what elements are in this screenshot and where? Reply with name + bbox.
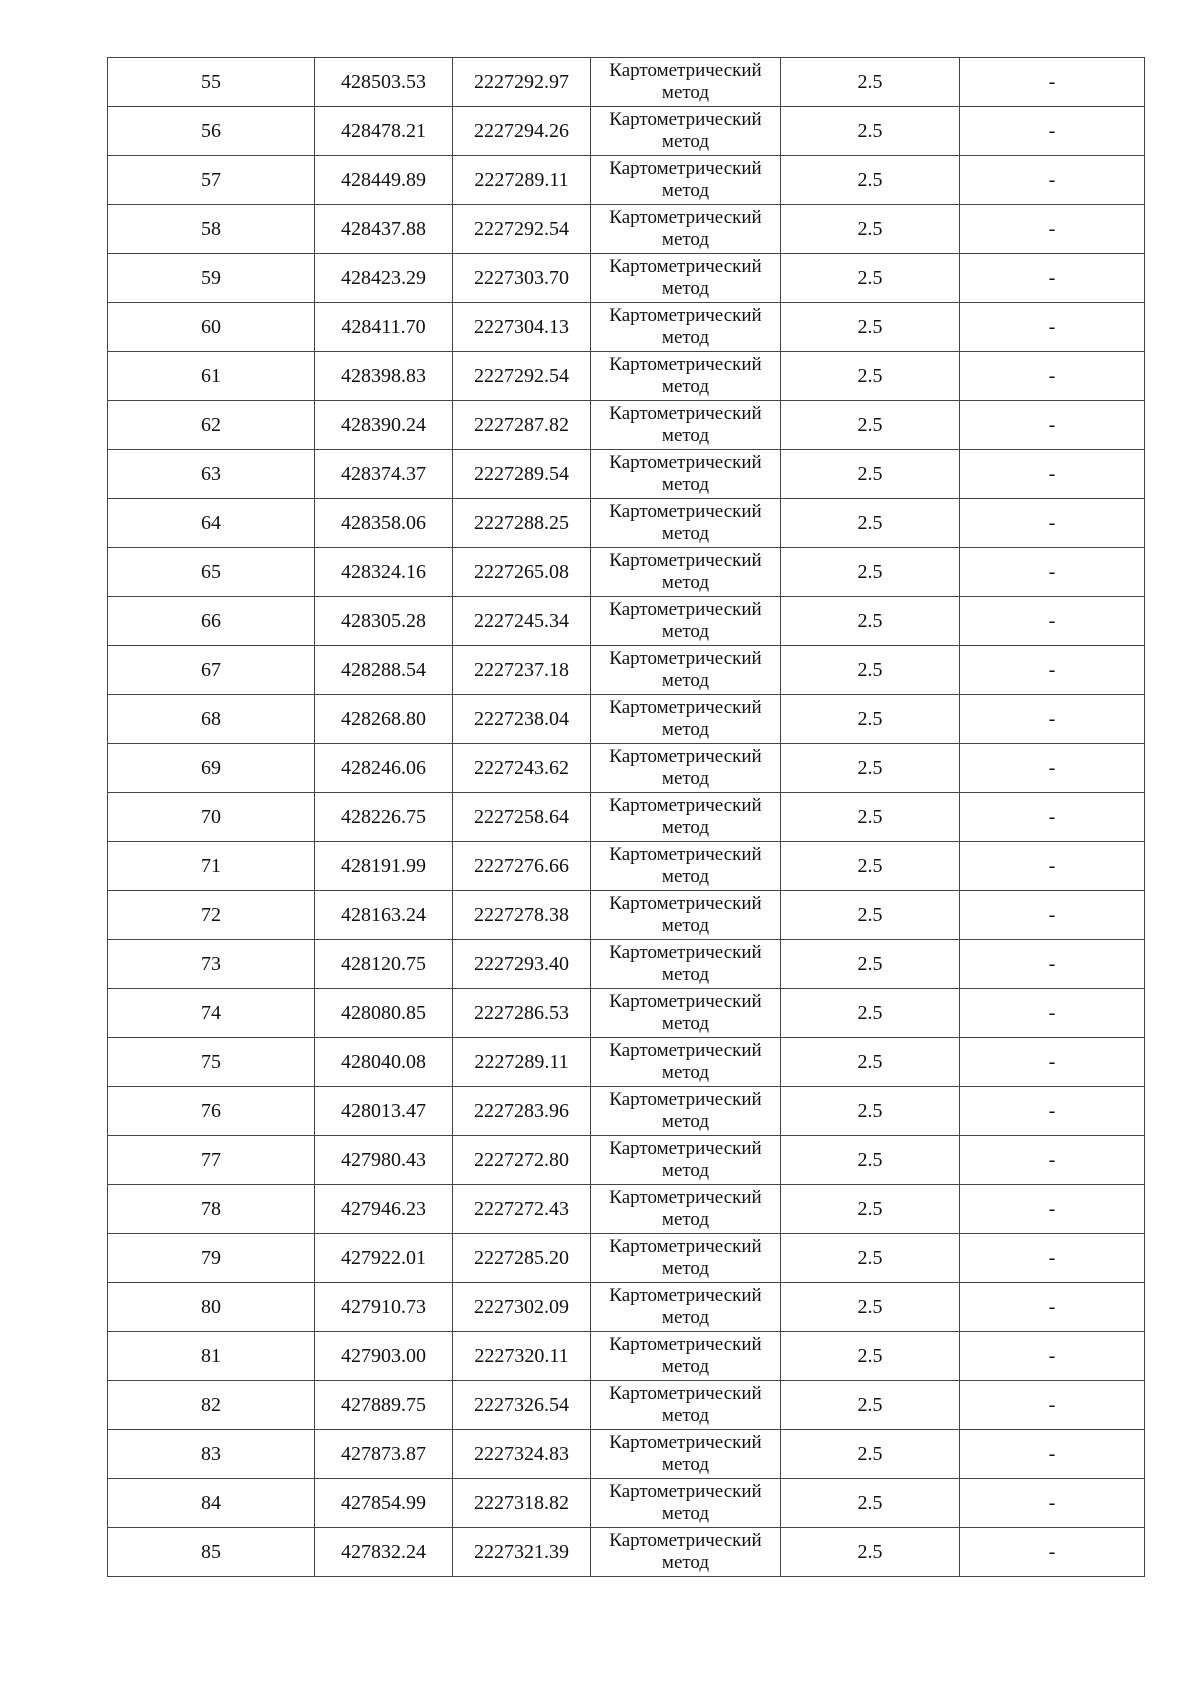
table-row bbox=[108, 107, 1145, 156]
method-text-line: метод bbox=[661, 376, 710, 397]
method-cell bbox=[591, 352, 781, 401]
method-cell bbox=[591, 1381, 781, 1430]
x-coordinate-cell: 428411.70 bbox=[315, 303, 453, 352]
y-coordinate-cell: 2227289.11 bbox=[453, 156, 591, 205]
method-cell bbox=[591, 793, 781, 842]
x-coordinate-cell: 428437.88 bbox=[315, 205, 453, 254]
point-number-cell: 63 bbox=[108, 450, 315, 499]
method-text-line: Картометрический bbox=[609, 893, 762, 914]
x-coordinate-cell: 427980.43 bbox=[315, 1136, 453, 1185]
y-coordinate-cell: 2227321.39 bbox=[453, 1528, 591, 1577]
point-number-cell: 58 bbox=[108, 205, 315, 254]
method-text-line: метод bbox=[661, 1062, 710, 1083]
table-row bbox=[108, 1136, 1145, 1185]
accuracy-cell: 2.5 bbox=[781, 1185, 960, 1234]
note-cell: - bbox=[960, 940, 1145, 989]
method-text-line: метод bbox=[661, 719, 710, 740]
point-number-cell: 65 bbox=[108, 548, 315, 597]
accuracy-cell: 2.5 bbox=[781, 303, 960, 352]
x-coordinate-cell: 427910.73 bbox=[315, 1283, 453, 1332]
accuracy-cell: 2.5 bbox=[781, 1038, 960, 1087]
note-cell: - bbox=[960, 842, 1145, 891]
method-cell bbox=[591, 58, 781, 107]
method-text-line: Картометрический bbox=[609, 991, 762, 1012]
y-coordinate-cell: 2227289.11 bbox=[453, 1038, 591, 1087]
x-coordinate-cell: 427889.75 bbox=[315, 1381, 453, 1430]
point-number-cell: 68 bbox=[108, 695, 315, 744]
method-text-line: метод bbox=[661, 474, 710, 495]
method-cell bbox=[591, 842, 781, 891]
accuracy-cell: 2.5 bbox=[781, 254, 960, 303]
note-cell: - bbox=[960, 1528, 1145, 1577]
y-coordinate-cell: 2227292.97 bbox=[453, 58, 591, 107]
method-cell bbox=[591, 891, 781, 940]
x-coordinate-cell: 428288.54 bbox=[315, 646, 453, 695]
accuracy-cell: 2.5 bbox=[781, 499, 960, 548]
note-cell: - bbox=[960, 1283, 1145, 1332]
table-row bbox=[108, 156, 1145, 205]
method-text-line: метод bbox=[661, 817, 710, 838]
method-text-line: метод bbox=[661, 915, 710, 936]
note-cell: - bbox=[960, 548, 1145, 597]
method-text-line: Картометрический bbox=[609, 648, 762, 669]
accuracy-cell: 2.5 bbox=[781, 58, 960, 107]
point-number-cell: 62 bbox=[108, 401, 315, 450]
method-text-line: Картометрический bbox=[609, 1089, 762, 1110]
x-coordinate-cell: 428324.16 bbox=[315, 548, 453, 597]
y-coordinate-cell: 2227302.09 bbox=[453, 1283, 591, 1332]
method-text-line: Картометрический bbox=[609, 1334, 762, 1355]
method-text-line: метод bbox=[661, 131, 710, 152]
table-row bbox=[108, 646, 1145, 695]
method-text-line: Картометрический bbox=[609, 1187, 762, 1208]
note-cell: - bbox=[960, 793, 1145, 842]
method-cell bbox=[591, 597, 781, 646]
accuracy-cell: 2.5 bbox=[781, 891, 960, 940]
x-coordinate-cell: 428246.06 bbox=[315, 744, 453, 793]
x-coordinate-cell: 427946.23 bbox=[315, 1185, 453, 1234]
x-coordinate-cell: 428478.21 bbox=[315, 107, 453, 156]
method-text-line: метод bbox=[661, 1552, 710, 1573]
table-row bbox=[108, 597, 1145, 646]
point-number-cell: 76 bbox=[108, 1087, 315, 1136]
note-cell: - bbox=[960, 1381, 1145, 1430]
note-cell: - bbox=[960, 695, 1145, 744]
table-row bbox=[108, 744, 1145, 793]
method-text-line: метод bbox=[661, 964, 710, 985]
method-text-line: метод bbox=[661, 1160, 710, 1181]
method-cell bbox=[591, 548, 781, 597]
accuracy-cell: 2.5 bbox=[781, 1381, 960, 1430]
method-cell bbox=[591, 499, 781, 548]
point-number-cell: 59 bbox=[108, 254, 315, 303]
y-coordinate-cell: 2227238.04 bbox=[453, 695, 591, 744]
x-coordinate-cell: 428191.99 bbox=[315, 842, 453, 891]
method-cell bbox=[591, 1283, 781, 1332]
x-coordinate-cell: 427903.00 bbox=[315, 1332, 453, 1381]
y-coordinate-cell: 2227286.53 bbox=[453, 989, 591, 1038]
method-cell bbox=[591, 401, 781, 450]
note-cell: - bbox=[960, 1087, 1145, 1136]
table-row bbox=[108, 548, 1145, 597]
coordinates-table-body bbox=[108, 58, 1145, 1577]
method-text-line: метод bbox=[661, 572, 710, 593]
y-coordinate-cell: 2227265.08 bbox=[453, 548, 591, 597]
table-row bbox=[108, 303, 1145, 352]
note-cell: - bbox=[960, 646, 1145, 695]
method-text-line: Картометрический bbox=[609, 109, 762, 130]
method-text-line: метод bbox=[661, 621, 710, 642]
table-row bbox=[108, 891, 1145, 940]
method-cell bbox=[591, 1479, 781, 1528]
note-cell: - bbox=[960, 450, 1145, 499]
point-number-cell: 69 bbox=[108, 744, 315, 793]
note-cell: - bbox=[960, 1038, 1145, 1087]
y-coordinate-cell: 2227278.38 bbox=[453, 891, 591, 940]
method-text-line: метод bbox=[661, 523, 710, 544]
method-text-line: Картометрический bbox=[609, 256, 762, 277]
method-cell bbox=[591, 450, 781, 499]
method-text-line: Картометрический bbox=[609, 501, 762, 522]
point-number-cell: 60 bbox=[108, 303, 315, 352]
method-text-line: метод bbox=[661, 82, 710, 103]
y-coordinate-cell: 2227318.82 bbox=[453, 1479, 591, 1528]
table-row bbox=[108, 1479, 1145, 1528]
accuracy-cell: 2.5 bbox=[781, 548, 960, 597]
point-number-cell: 67 bbox=[108, 646, 315, 695]
method-text-line: метод bbox=[661, 1258, 710, 1279]
point-number-cell: 72 bbox=[108, 891, 315, 940]
method-text-line: Картометрический bbox=[609, 1383, 762, 1404]
method-cell bbox=[591, 1332, 781, 1381]
accuracy-cell: 2.5 bbox=[781, 1136, 960, 1185]
y-coordinate-cell: 2227276.66 bbox=[453, 842, 591, 891]
y-coordinate-cell: 2227237.18 bbox=[453, 646, 591, 695]
x-coordinate-cell: 428120.75 bbox=[315, 940, 453, 989]
method-text-line: Картометрический bbox=[609, 1285, 762, 1306]
x-coordinate-cell: 428268.80 bbox=[315, 695, 453, 744]
method-cell bbox=[591, 744, 781, 793]
accuracy-cell: 2.5 bbox=[781, 1234, 960, 1283]
method-text-line: метод bbox=[661, 1111, 710, 1132]
method-text-line: Картометрический bbox=[609, 1138, 762, 1159]
method-cell bbox=[591, 1087, 781, 1136]
accuracy-cell: 2.5 bbox=[781, 989, 960, 1038]
table-row bbox=[108, 842, 1145, 891]
method-text-line: метод bbox=[661, 425, 710, 446]
accuracy-cell: 2.5 bbox=[781, 1332, 960, 1381]
table-row bbox=[108, 1283, 1145, 1332]
method-text-line: Картометрический bbox=[609, 452, 762, 473]
accuracy-cell: 2.5 bbox=[781, 1283, 960, 1332]
note-cell: - bbox=[960, 891, 1145, 940]
table-row bbox=[108, 989, 1145, 1038]
x-coordinate-cell: 427873.87 bbox=[315, 1430, 453, 1479]
point-number-cell: 80 bbox=[108, 1283, 315, 1332]
y-coordinate-cell: 2227293.40 bbox=[453, 940, 591, 989]
table-row bbox=[108, 254, 1145, 303]
point-number-cell: 74 bbox=[108, 989, 315, 1038]
accuracy-cell: 2.5 bbox=[781, 1430, 960, 1479]
point-number-cell: 61 bbox=[108, 352, 315, 401]
table-row bbox=[108, 401, 1145, 450]
note-cell: - bbox=[960, 989, 1145, 1038]
x-coordinate-cell: 428226.75 bbox=[315, 793, 453, 842]
accuracy-cell: 2.5 bbox=[781, 156, 960, 205]
y-coordinate-cell: 2227326.54 bbox=[453, 1381, 591, 1430]
table-row bbox=[108, 1234, 1145, 1283]
table-row bbox=[108, 450, 1145, 499]
point-number-cell: 82 bbox=[108, 1381, 315, 1430]
method-text-line: Картометрический bbox=[609, 403, 762, 424]
method-cell bbox=[591, 646, 781, 695]
method-text-line: Картометрический bbox=[609, 550, 762, 571]
method-text-line: метод bbox=[661, 1503, 710, 1524]
note-cell: - bbox=[960, 58, 1145, 107]
note-cell: - bbox=[960, 499, 1145, 548]
table-row bbox=[108, 940, 1145, 989]
x-coordinate-cell: 428040.08 bbox=[315, 1038, 453, 1087]
y-coordinate-cell: 2227324.83 bbox=[453, 1430, 591, 1479]
accuracy-cell: 2.5 bbox=[781, 793, 960, 842]
y-coordinate-cell: 2227245.34 bbox=[453, 597, 591, 646]
point-number-cell: 78 bbox=[108, 1185, 315, 1234]
method-text-line: метод bbox=[661, 1307, 710, 1328]
method-cell bbox=[591, 254, 781, 303]
point-number-cell: 71 bbox=[108, 842, 315, 891]
table-row bbox=[108, 1185, 1145, 1234]
x-coordinate-cell: 428374.37 bbox=[315, 450, 453, 499]
y-coordinate-cell: 2227285.20 bbox=[453, 1234, 591, 1283]
note-cell: - bbox=[960, 744, 1145, 793]
point-number-cell: 64 bbox=[108, 499, 315, 548]
note-cell: - bbox=[960, 254, 1145, 303]
method-cell bbox=[591, 695, 781, 744]
method-cell bbox=[591, 1185, 781, 1234]
x-coordinate-cell: 428390.24 bbox=[315, 401, 453, 450]
y-coordinate-cell: 2227294.26 bbox=[453, 107, 591, 156]
point-number-cell: 66 bbox=[108, 597, 315, 646]
method-text-line: Картометрический bbox=[609, 1530, 762, 1551]
note-cell: - bbox=[960, 1136, 1145, 1185]
x-coordinate-cell: 428423.29 bbox=[315, 254, 453, 303]
method-cell bbox=[591, 1136, 781, 1185]
method-text-line: Картометрический bbox=[609, 158, 762, 179]
point-number-cell: 83 bbox=[108, 1430, 315, 1479]
table-row bbox=[108, 793, 1145, 842]
y-coordinate-cell: 2227289.54 bbox=[453, 450, 591, 499]
method-cell bbox=[591, 989, 781, 1038]
x-coordinate-cell: 428080.85 bbox=[315, 989, 453, 1038]
method-cell bbox=[591, 303, 781, 352]
method-cell bbox=[591, 205, 781, 254]
y-coordinate-cell: 2227272.80 bbox=[453, 1136, 591, 1185]
accuracy-cell: 2.5 bbox=[781, 1479, 960, 1528]
method-cell bbox=[591, 1430, 781, 1479]
y-coordinate-cell: 2227292.54 bbox=[453, 352, 591, 401]
y-coordinate-cell: 2227287.82 bbox=[453, 401, 591, 450]
point-number-cell: 73 bbox=[108, 940, 315, 989]
method-text-line: Картометрический bbox=[609, 1040, 762, 1061]
method-text-line: метод bbox=[661, 1209, 710, 1230]
x-coordinate-cell: 428013.47 bbox=[315, 1087, 453, 1136]
method-text-line: Картометрический bbox=[609, 599, 762, 620]
y-coordinate-cell: 2227292.54 bbox=[453, 205, 591, 254]
accuracy-cell: 2.5 bbox=[781, 744, 960, 793]
method-text-line: метод bbox=[661, 229, 710, 250]
accuracy-cell: 2.5 bbox=[781, 205, 960, 254]
x-coordinate-cell: 428358.06 bbox=[315, 499, 453, 548]
point-number-cell: 55 bbox=[108, 58, 315, 107]
x-coordinate-cell: 428305.28 bbox=[315, 597, 453, 646]
y-coordinate-cell: 2227320.11 bbox=[453, 1332, 591, 1381]
point-number-cell: 77 bbox=[108, 1136, 315, 1185]
accuracy-cell: 2.5 bbox=[781, 352, 960, 401]
y-coordinate-cell: 2227304.13 bbox=[453, 303, 591, 352]
note-cell: - bbox=[960, 303, 1145, 352]
note-cell: - bbox=[960, 597, 1145, 646]
method-text-line: метод bbox=[661, 768, 710, 789]
x-coordinate-cell: 428163.24 bbox=[315, 891, 453, 940]
accuracy-cell: 2.5 bbox=[781, 940, 960, 989]
table-row bbox=[108, 695, 1145, 744]
table-row bbox=[108, 352, 1145, 401]
method-cell bbox=[591, 107, 781, 156]
point-number-cell: 75 bbox=[108, 1038, 315, 1087]
point-number-cell: 79 bbox=[108, 1234, 315, 1283]
note-cell: - bbox=[960, 1332, 1145, 1381]
accuracy-cell: 2.5 bbox=[781, 107, 960, 156]
method-cell bbox=[591, 1234, 781, 1283]
note-cell: - bbox=[960, 1185, 1145, 1234]
method-cell bbox=[591, 1038, 781, 1087]
x-coordinate-cell: 427922.01 bbox=[315, 1234, 453, 1283]
y-coordinate-cell: 2227243.62 bbox=[453, 744, 591, 793]
x-coordinate-cell: 427832.24 bbox=[315, 1528, 453, 1577]
method-text-line: Картометрический bbox=[609, 207, 762, 228]
note-cell: - bbox=[960, 401, 1145, 450]
x-coordinate-cell: 428449.89 bbox=[315, 156, 453, 205]
method-text-line: метод bbox=[661, 1013, 710, 1034]
method-text-line: Картометрический bbox=[609, 795, 762, 816]
note-cell: - bbox=[960, 1479, 1145, 1528]
table-row bbox=[108, 1332, 1145, 1381]
method-text-line: Картометрический bbox=[609, 697, 762, 718]
table-row bbox=[108, 499, 1145, 548]
method-text-line: метод bbox=[661, 1356, 710, 1377]
point-number-cell: 70 bbox=[108, 793, 315, 842]
accuracy-cell: 2.5 bbox=[781, 646, 960, 695]
accuracy-cell: 2.5 bbox=[781, 401, 960, 450]
table-row bbox=[108, 1430, 1145, 1479]
method-text-line: Картометрический bbox=[609, 354, 762, 375]
method-text-line: метод bbox=[661, 180, 710, 201]
note-cell: - bbox=[960, 1430, 1145, 1479]
table-row bbox=[108, 1381, 1145, 1430]
x-coordinate-cell: 427854.99 bbox=[315, 1479, 453, 1528]
method-cell bbox=[591, 156, 781, 205]
method-text-line: Картометрический bbox=[609, 305, 762, 326]
y-coordinate-cell: 2227303.70 bbox=[453, 254, 591, 303]
y-coordinate-cell: 2227283.96 bbox=[453, 1087, 591, 1136]
point-number-cell: 81 bbox=[108, 1332, 315, 1381]
method-text-line: Картометрический bbox=[609, 942, 762, 963]
accuracy-cell: 2.5 bbox=[781, 597, 960, 646]
method-text-line: Картометрический bbox=[609, 60, 762, 81]
table-row bbox=[108, 205, 1145, 254]
note-cell: - bbox=[960, 352, 1145, 401]
method-text-line: метод bbox=[661, 866, 710, 887]
y-coordinate-cell: 2227258.64 bbox=[453, 793, 591, 842]
coordinates-table bbox=[107, 57, 1145, 1577]
method-text-line: Картометрический bbox=[609, 844, 762, 865]
method-text-line: метод bbox=[661, 1405, 710, 1426]
method-text-line: метод bbox=[661, 278, 710, 299]
point-number-cell: 57 bbox=[108, 156, 315, 205]
method-text-line: метод bbox=[661, 327, 710, 348]
table-row bbox=[108, 58, 1145, 107]
accuracy-cell: 2.5 bbox=[781, 842, 960, 891]
point-number-cell: 56 bbox=[108, 107, 315, 156]
method-text-line: метод bbox=[661, 670, 710, 691]
method-cell bbox=[591, 1528, 781, 1577]
method-text-line: метод bbox=[661, 1454, 710, 1475]
method-text-line: Картометрический bbox=[609, 1432, 762, 1453]
accuracy-cell: 2.5 bbox=[781, 1087, 960, 1136]
table-row bbox=[108, 1038, 1145, 1087]
method-text-line: Картометрический bbox=[609, 1236, 762, 1257]
note-cell: - bbox=[960, 205, 1145, 254]
point-number-cell: 85 bbox=[108, 1528, 315, 1577]
table-row bbox=[108, 1087, 1145, 1136]
accuracy-cell: 2.5 bbox=[781, 1528, 960, 1577]
accuracy-cell: 2.5 bbox=[781, 450, 960, 499]
method-text-line: Картометрический bbox=[609, 1481, 762, 1502]
table-row bbox=[108, 1528, 1145, 1577]
point-number-cell: 84 bbox=[108, 1479, 315, 1528]
y-coordinate-cell: 2227288.25 bbox=[453, 499, 591, 548]
note-cell: - bbox=[960, 107, 1145, 156]
method-text-line: Картометрический bbox=[609, 746, 762, 767]
x-coordinate-cell: 428503.53 bbox=[315, 58, 453, 107]
note-cell: - bbox=[960, 156, 1145, 205]
y-coordinate-cell: 2227272.43 bbox=[453, 1185, 591, 1234]
method-cell bbox=[591, 940, 781, 989]
x-coordinate-cell: 428398.83 bbox=[315, 352, 453, 401]
note-cell: - bbox=[960, 1234, 1145, 1283]
accuracy-cell: 2.5 bbox=[781, 695, 960, 744]
